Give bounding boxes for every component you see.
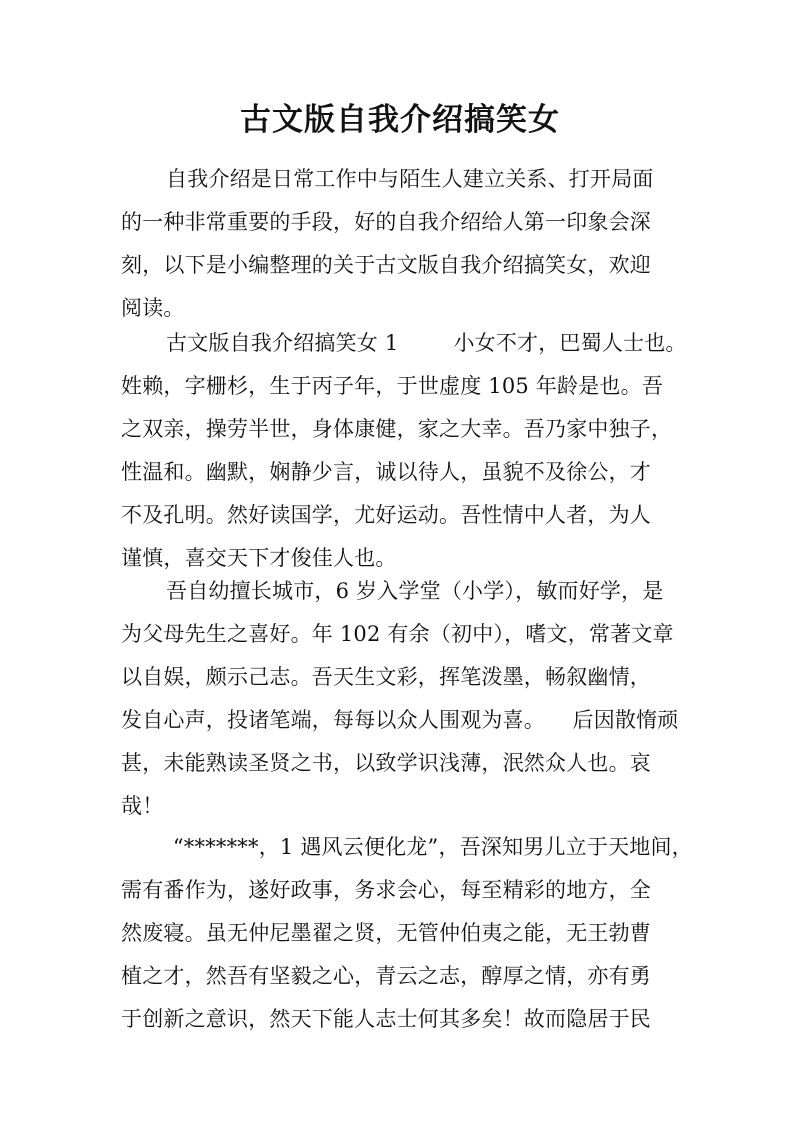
paragraph-line: 性温和。幽默，娴静少言，诚以待人，虽貌不及徐公，才 <box>121 460 651 484</box>
paragraph-line: 为父母先生之喜好。年 102 有余（初中），嗜文，常著文章 <box>121 622 674 646</box>
paragraph-intro <box>121 158 681 330</box>
paragraph-line: 古文版自我介绍搞笑女 1 小女不才，巴蜀人士也。 <box>166 331 687 355</box>
paragraph-line: 吾自幼擅长城市，6 岁入学堂（小学），敏而好学，是 <box>166 579 664 603</box>
paragraph-line: 自我介绍是日常工作中与陌生人建立关系、打开局面 <box>166 167 654 191</box>
paragraph-line: 发自心声，投诸笔端，每每以众人围观为喜。 后因散惰顽 <box>121 708 679 732</box>
paragraph-line: “*******，1 遇风云便化龙”，吾深知男儿立于天地间， <box>166 835 693 859</box>
paragraph-line: 然废寝。虽无仲尼墨翟之贤，无管仲伯夷之能，无王勃曹 <box>121 921 651 945</box>
paragraph-line: 的一种非常重要的手段，好的自我介绍给人第一印象会深 <box>121 210 651 234</box>
document-title: 古文版自我介绍搞笑女 <box>240 102 560 138</box>
paragraph-line: 谨慎，喜交天下才俊佳人也。 <box>121 546 397 570</box>
paragraph-childhood <box>121 570 681 828</box>
paragraph-ambition <box>121 826 693 1041</box>
paragraph-line: 之双亲，操劳半世，身体康健，家之大幸。吾乃家中独子， <box>121 417 673 441</box>
paragraph-line: 植之才，然吾有坚毅之心，青云之志，醇厚之情，亦有勇 <box>121 964 651 988</box>
paragraph-line: 不及孔明。然好读国学，尤好运动。吾性情中人者，为人 <box>121 503 651 527</box>
paragraph-line: 需有番作为，遂好政事，务求会心，每至精彩的地方，全 <box>121 878 651 902</box>
paragraph-line: 以自娱，颇示己志。吾天生文彩，挥笔泼墨，畅叙幽情， <box>121 665 651 689</box>
paragraph-line: 阅读。 <box>121 296 185 320</box>
paragraph-line: 于创新之意识，然天下能人志士何其多矣！故而隐居于民 <box>121 1007 651 1031</box>
paragraph-line: 甚，未能熟读圣贤之书，以致学识浅薄，泯然众人也。哀 <box>121 751 651 775</box>
paragraph-line: 哉！ <box>121 794 164 818</box>
paragraph-section-1 <box>121 322 687 580</box>
paragraph-line: 姓赖，字栅杉，生于丙子年，于世虚度 105 年龄是也。吾 <box>121 374 664 398</box>
paragraph-line: 刻，以下是小编整理的关于古文版自我介绍搞笑女，欢迎 <box>121 253 651 277</box>
